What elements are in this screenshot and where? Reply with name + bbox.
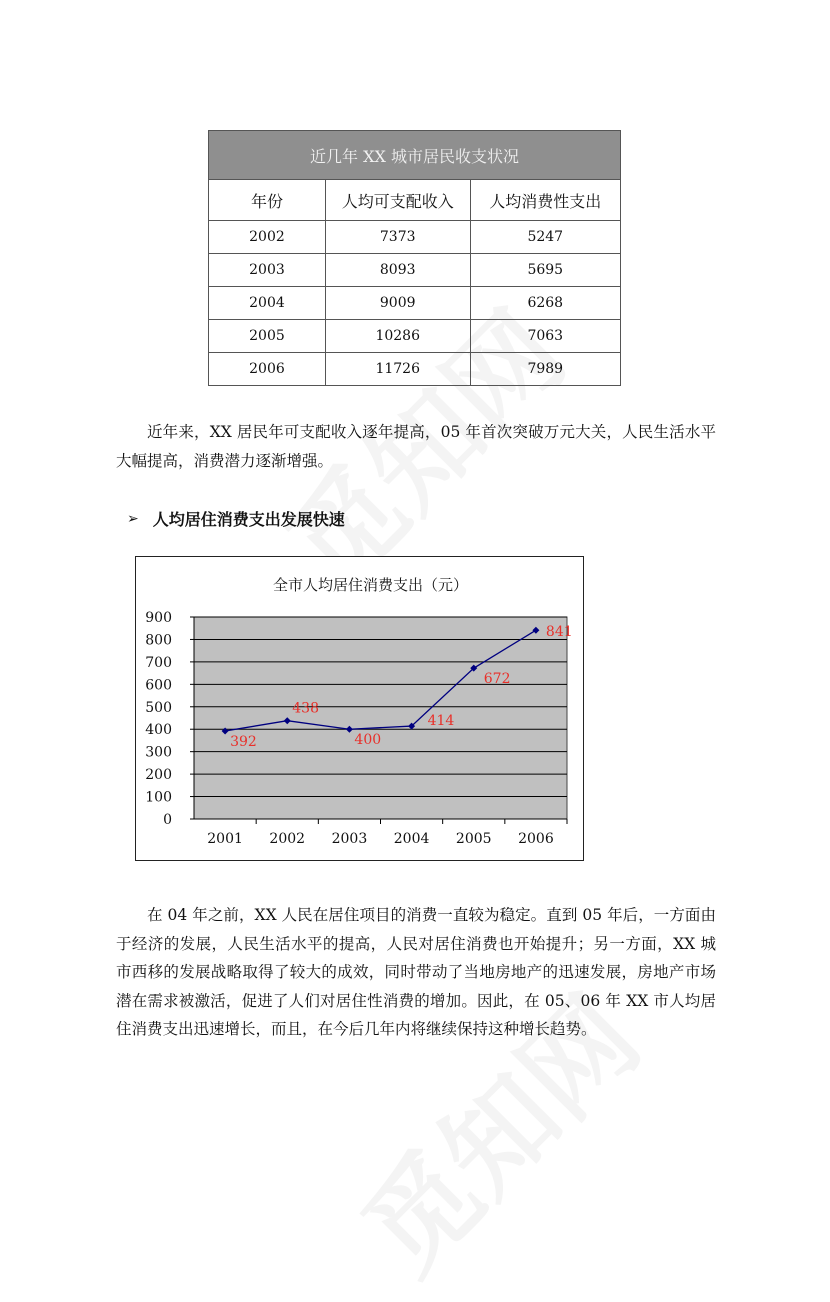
- y-tick-label: 800: [145, 632, 172, 649]
- y-tick-label: 200: [145, 767, 172, 784]
- y-tick-label: 100: [145, 789, 172, 806]
- x-tick-label: 2001: [207, 831, 243, 847]
- x-tick-label: 2004: [393, 831, 430, 847]
- plot-area: [194, 617, 567, 819]
- y-tick-label: 700: [145, 654, 172, 671]
- table-cell: 5695: [470, 254, 620, 287]
- x-tick-label: 2006: [518, 831, 554, 847]
- y-tick-label: 400: [145, 722, 172, 739]
- table-cell: 9009: [325, 287, 470, 320]
- table-cell: 7373: [325, 221, 470, 254]
- table-header-cell: 人均可支配收入: [325, 180, 470, 221]
- chart-title: 全市人均居住消费支出（元）: [272, 576, 469, 594]
- table-row: [209, 320, 621, 353]
- y-tick-label: 300: [145, 744, 172, 761]
- table-cell: 6268: [470, 287, 620, 320]
- data-label: 400: [354, 732, 382, 749]
- y-tick-label: 0: [163, 812, 172, 828]
- y-tick-label: 900: [145, 610, 172, 626]
- table-cell: 7063: [470, 320, 620, 353]
- table-cell: 11726: [325, 353, 470, 386]
- paragraph-housing: 在 04 年之前，XX 人民在居住项目的消费一直较为稳定。直到 05 年后，一方面由于经济的发展，人民生活水平的提高，人民对居住消费也开始提升；另一方面，XX 城市西移的发展战略取得了较大的成效，同时带动了当地房地产的迅速发展，房地产市场潜在需求被激活，促进了人们对居住性消费的增加。因此，在 05、06 年 XX 市人均居住消费支出迅速增长，而且，在今后几年内将继续保持这种增长趋势。: [116, 906, 716, 1038]
- table-cell: 7989: [470, 353, 620, 386]
- table-cell: 2006: [209, 353, 326, 386]
- section-title: 人均居住消费支出发展快速: [152, 510, 345, 529]
- arrow-bullet-icon: ➢: [127, 510, 139, 527]
- data-label: 392: [230, 734, 257, 751]
- data-label: 414: [427, 713, 455, 730]
- table-cell: 8093: [325, 254, 470, 287]
- table-cell: 2003: [209, 254, 326, 287]
- table-row: [209, 353, 621, 386]
- table-row: [209, 221, 621, 254]
- section-heading: [127, 507, 345, 530]
- table-header-cell: 人均消费性支出: [470, 180, 620, 221]
- data-label: 841: [545, 624, 573, 641]
- x-tick-label: 2005: [455, 831, 492, 847]
- table-header-cell: 年份: [209, 180, 326, 221]
- table-cell: 2004: [209, 287, 326, 320]
- table-cell: 5247: [470, 221, 620, 254]
- table-header-row: [209, 180, 621, 221]
- table-cell: 2005: [209, 320, 326, 353]
- housing-expense-line-chart: [136, 557, 583, 860]
- x-tick-label: 2002: [269, 831, 306, 847]
- table-cell: 2002: [209, 221, 326, 254]
- table-row: [209, 287, 621, 320]
- data-label: 438: [292, 700, 319, 717]
- paragraph-income: 近年来，XX 居民年可支配收入逐年提高，05 年首次突破万元大关，人民生活水平大幅提高，消费潜力逐渐增强。: [116, 423, 716, 470]
- table-title: 近几年 XX 城市居民收支状况: [209, 131, 621, 180]
- y-tick-label: 600: [145, 677, 172, 694]
- y-tick-label: 500: [145, 699, 172, 716]
- chart-container: [135, 556, 584, 861]
- table-row: [209, 254, 621, 287]
- income-expense-table: [208, 130, 621, 386]
- x-tick-label: 2003: [331, 831, 368, 847]
- table-cell: 10286: [325, 320, 470, 353]
- data-label: 672: [483, 671, 511, 688]
